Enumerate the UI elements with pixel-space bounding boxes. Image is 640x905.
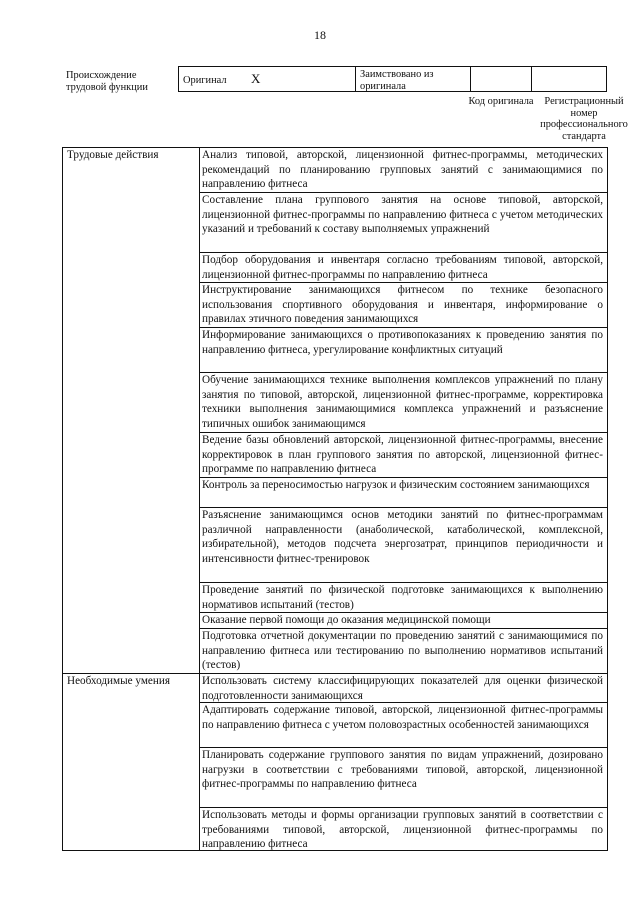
labor-actions-label: Трудовые действия — [67, 149, 159, 161]
skill-row: Использовать систему классифицирующих показателей для оценки физической подготовленности занимающихся — [202, 675, 603, 702]
labor-action-row: Контроль за переносимостью нагрузок и физическим состоянием занимающихся — [202, 479, 590, 491]
page-number: 18 — [314, 28, 326, 42]
labor-action-row: Подготовка отчетной документации по проведению занятий с занимающимися по направлению фитнеса или тестированию по выполнению нормативов испытаний (тестов) — [202, 630, 603, 672]
skill-row: Использовать методы и формы организации групповых занятий в соответствии с требованиями типовой, авторской, лицензионной фитнес-программы по направлению фитнеса — [202, 809, 603, 850]
labor-action-row: Составление плана группового занятия на основе типовой, авторской, лицензионной фитнес-программы по направлению фитнеса с учетом методических указаний и требований к составу выполняемых упражнений — [202, 194, 603, 236]
reg-number-label: Регистрационный номер профессионального стандарта — [540, 96, 628, 142]
labor-action-row: Анализ типовой, авторской, лицензионной фитнес-программы, методических рекомендаций по планированию групповых занятий с занимающимися по направлению фитнеса — [202, 149, 603, 191]
labor-action-row: Разъяснение занимающимся основ методики занятий по фитнес-программам различной направленности (анаболической, катаболической, комплексной, избирательной), методов подсчета энергозатрат, принципов периодичности и интенсивности фитнес-тренировок — [202, 509, 603, 566]
table-border — [62, 147, 63, 851]
labor-action-row: Проведение занятий по физической подготовке занимающихся к выполнению нормативов испытаний (тестов) — [202, 584, 603, 611]
labor-action-row: Оказание первой помощи до оказания медицинской помощи — [202, 614, 491, 626]
borrowed-label: Заимствовано из оригинала — [360, 69, 434, 92]
labor-action-row: Ведение базы обновлений авторской, лицензионной фитнес-программы, внесение корректировок в план группового занятия по авторской, лицензионной фитнес-программе по направлению фитнеса — [202, 434, 603, 476]
table-border — [62, 850, 608, 851]
required-skills-label: Необходимые умения — [67, 675, 170, 687]
original-cell — [178, 66, 356, 92]
code-label: Код оригинала — [468, 96, 534, 107]
labor-action-row: Обучение занимающихся технике выполнения комплексов упражнений по плану занятия по типовой, авторской, лицензионной фитнес-программе, корректировка техники выполнения занимающимися комплекса упражнений и разъяснение типичных ошибок занимающимся — [202, 374, 603, 431]
original-mark: X — [251, 71, 261, 86]
code-cell — [470, 66, 532, 92]
functions-table — [62, 147, 608, 851]
reg-number-cell — [531, 66, 607, 92]
origin-label: Происхождение трудовой функции — [66, 70, 148, 93]
borrowed-cell — [355, 66, 471, 92]
skill-row: Адаптировать содержание типовой, авторской, лицензионной фитнес-программы по направлению фитнеса с учетом половозрастных особенностей занимающихся — [202, 704, 603, 731]
skill-row: Планировать содержание группового занятия по видам упражнений, дозировано нагрузки в соответствии с требованиями типовой, авторской, лицензионной фитнес-программы по направлению фитнеса — [202, 749, 603, 791]
origin-block — [62, 66, 628, 142]
labor-action-row: Инструктирование занимающихся фитнесом по технике безопасного использования спортивного оборудования и инвентаря, информирование о правилах этичного поведения занимающихся — [202, 284, 603, 326]
labor-action-row: Подбор оборудования и инвентаря согласно требованиям типовой, авторской, лицензионной фитнес-программы по направлению фитнеса — [202, 254, 603, 281]
original-label: Оригинал — [183, 75, 227, 86]
labor-action-row: Информирование занимающихся о противопоказаниях к проведению занятия по направлению фитнеса, урегулирование конфликтных ситуаций — [202, 329, 603, 356]
